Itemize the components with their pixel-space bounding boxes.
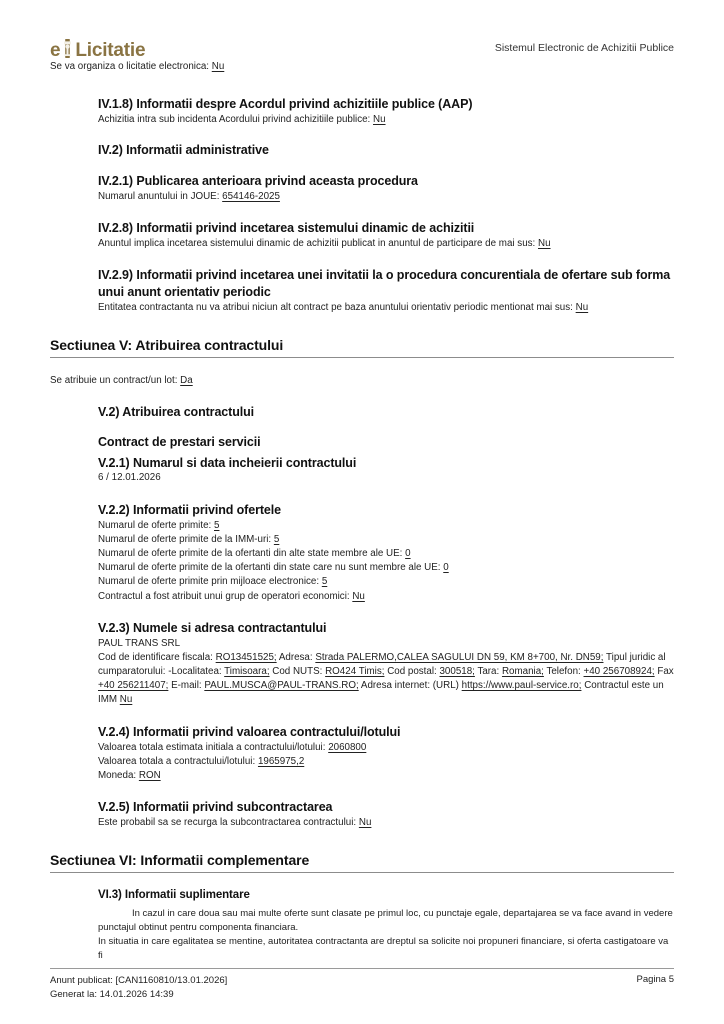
contractor-email-value: PAUL.MUSCA@PAUL-TRANS.RO;: [204, 680, 359, 692]
contract-type-heading: Contract de prestari servicii: [98, 434, 261, 449]
v-2-4-value: RON: [138, 769, 161, 781]
footer-anunt-publicat: Anunt publicat: [CAN1160810/13.01.2026]: [50, 974, 228, 986]
v-2-2-line: [98, 519, 674, 533]
iv-2-9-label: Entitatea contractanta nu va atribui niciun alt contract pe baza anuntului orientativ periodic mentionat mai sus:: [98, 302, 573, 314]
contractor-field-value: Nu: [119, 694, 133, 706]
elicitatie-logo: [50, 37, 145, 60]
iv-2-8-value: Nu: [538, 238, 551, 250]
v-2-5-line: [98, 816, 674, 830]
heading-v-2: V.2) Atribuirea contractului: [98, 404, 255, 419]
footer-left: [50, 974, 227, 1003]
iv-2-8-line: [98, 237, 674, 251]
v-2-2-value: 0: [405, 547, 411, 559]
contractor-field-label: Fax: [657, 666, 674, 678]
v-2-2-label: Contractul a fost atribuit unui grup de operatori economici:: [98, 590, 350, 602]
page-footer: [50, 968, 674, 1003]
heading-v-2-2: V.2.2) Informatii privind ofertele: [98, 502, 281, 517]
v-2-5-label: Este probabil sa se recurga la subcontractarea contractului:: [98, 817, 357, 829]
heading-v-2-5: V.2.5) Informatii privind subcontractarea: [98, 800, 333, 815]
licitatie-electronica-value: Nu: [211, 61, 225, 72]
heading-v-2-1: V.2.1) Numarul si data incheierii contractului: [98, 455, 357, 470]
v-2-2-value: Nu: [352, 590, 365, 602]
v-2-2-value: 0: [443, 562, 449, 574]
contractor-field-label: Telefon:: [546, 666, 581, 678]
v-2-2-label: Numarul de oferte primite de la IMM-uri:: [98, 533, 272, 545]
v-2-4-line: [98, 755, 674, 769]
gavel-icon: [61, 39, 74, 58]
contractor-field-label: E-mail:: [171, 680, 202, 692]
v-2-2-line: [98, 533, 674, 547]
document-content: [0, 60, 724, 962]
v-2-4-label: Moneda:: [98, 769, 137, 781]
heading-iv-2-9: IV.2.9) Informatii privind incetarea unei invitatii la o procedura concurentiala de ofertare sub forma unui anunt orientativ periodic: [98, 268, 671, 300]
iv-2-8-label: Anuntul implica incetarea sistemului dinamic de achizitii publicat in anuntul de participare de mai sus:: [98, 238, 536, 250]
logo-suffix: Licitatie: [75, 39, 146, 61]
contractor-company-name: PAUL TRANS SRL: [98, 637, 181, 649]
contractor-field-value: Strada PALERMO,CALEA SAGULUI DN 59, KM 8+700, Nr. DN59;: [315, 651, 604, 663]
v-2-4-line: [98, 769, 674, 783]
v-2-4-value: 1965975,2: [257, 755, 305, 767]
v-2-2-line: [98, 590, 674, 604]
heading-iv-2-8: IV.2.8) Informatii privind incetarea sistemului dinamic de achizitii: [98, 221, 475, 236]
v-2-4-value: 2060800: [328, 741, 367, 753]
contractor-field-label: Cod de identificare fiscala:: [98, 651, 213, 663]
footer-generat-la: Generat la: 14.01.2026 14:39: [50, 988, 174, 1000]
heading-v-2-3: V.2.3) Numele si adresa contractantului: [98, 620, 327, 635]
v-2-2-value: 5: [214, 519, 220, 531]
v-2-2-lines: [98, 519, 674, 604]
contractor-field-value: Romania;: [501, 666, 544, 678]
heading-iv-2: IV.2) Informatii administrative: [98, 143, 269, 158]
v-2-2-label: Numarul de oferte primite de la ofertanti din state care nu sunt membre ale UE:: [98, 562, 441, 574]
v-2-4-label: Valoarea totala a contractului/lotului:: [98, 755, 256, 767]
contractor-field-value: Timisoara;: [224, 666, 270, 678]
vi-3-paragraph-1: In cazul in care doua sau mai multe oferte sunt clasate pe primul loc, cu punctaje egale, departajarea se va face avand in vedere punctajul obtinut pentru componenta financiara.: [98, 908, 673, 933]
se-atribuie-value: Da: [180, 375, 193, 387]
logo-prefix: e: [50, 39, 61, 61]
heading-vi-3: VI.3) Informatii suplimentare: [98, 889, 250, 902]
heading-iv-1-8: IV.1.8) Informatii despre Acordul privind achizitiile publice (AAP): [98, 97, 473, 112]
iv-2-1-label: Numarul anuntului in JOUE:: [98, 191, 220, 203]
contractor-field-label: Cod postal:: [387, 666, 437, 678]
iv-2-1-value: 654146-2025: [222, 191, 280, 203]
contractor-details: [98, 651, 674, 708]
v-2-5-value: Nu: [358, 817, 372, 829]
heading-sectiunea-v: Sectiunea V: Atribuirea contractului: [50, 337, 674, 358]
licitatie-electronica-line: [50, 60, 674, 74]
contractor-field-label: Tara:: [477, 666, 500, 678]
v-2-2-line: [98, 547, 674, 561]
contractor-url-value: https://www.paul-service.ro;: [461, 680, 582, 692]
iv-1-8-label: Achizitia intra sub incidenta Acordului privind achizitiile publice:: [98, 114, 371, 126]
se-atribuie-line: [50, 374, 674, 388]
v-2-2-label: Numarul de oferte primite:: [98, 519, 212, 531]
v-2-4-line: [98, 741, 674, 755]
heading-sectiunea-vi: Sectiunea VI: Informatii complementare: [50, 852, 674, 873]
v-2-2-label: Numarul de oferte primite de la ofertanti din alte state membre ale UE:: [98, 547, 403, 559]
iv-2-9-value: Nu: [575, 302, 589, 314]
v-2-2-line: [98, 561, 674, 575]
header-title: Sistemul Electronic de Achizitii Publice: [494, 42, 674, 54]
contractor-field-label: Contractul este un IMM: [98, 680, 664, 706]
footer-page-number: Pagina 5: [636, 973, 674, 985]
se-atribuie-label: Se atribuie un contract/un lot:: [50, 375, 178, 387]
v-2-2-value: 5: [273, 533, 280, 545]
heading-iv-2-1: IV.2.1) Publicarea anterioara privind aceasta procedura: [98, 174, 418, 189]
vi-3-paragraph-2: In situatia in care egalitatea se mentine, autoritatea contractanta are dreptul sa solicite noi propuneri financiare, si oferta castigatoare va fi: [98, 935, 669, 961]
contractor-field-label: Adresa internet: (URL): [360, 680, 459, 692]
v-2-2-line: [98, 575, 674, 589]
contractor-field-label: Cod NUTS:: [272, 666, 323, 678]
contractor-field-label: Tipul juridic al cumparatorului: -Localitatea:: [98, 651, 666, 678]
contractor-field-value: 300518;: [439, 666, 475, 678]
licitatie-electronica-label: Se va organiza o licitatie electronica:: [50, 61, 210, 72]
v-2-2-value: 5: [321, 576, 328, 588]
iv-1-8-line: [98, 113, 674, 127]
iv-1-8-value: Nu: [373, 114, 386, 126]
v-2-2-label: Numarul de oferte primite prin mijloace electronice:: [98, 576, 320, 588]
contractor-field-value: RO13451525;: [215, 651, 277, 663]
v-2-1-value: 6 / 12.01.2026: [98, 472, 161, 484]
heading-v-2-4: V.2.4) Informatii privind valoarea contractului/lotului: [98, 724, 401, 739]
contractor-field-value: RO424 Timis;: [325, 666, 385, 678]
contractor-field-value: +40 256708924;: [583, 666, 655, 678]
contractor-field-label: Adresa:: [278, 651, 313, 663]
iv-2-9-line: [98, 301, 674, 315]
v-2-4-label: Valoarea totala estimata initiala a contractului/lotului:: [98, 741, 326, 753]
contractor-field-value: +40 256211407;: [98, 680, 169, 692]
iv-2-1-line: [98, 190, 674, 204]
